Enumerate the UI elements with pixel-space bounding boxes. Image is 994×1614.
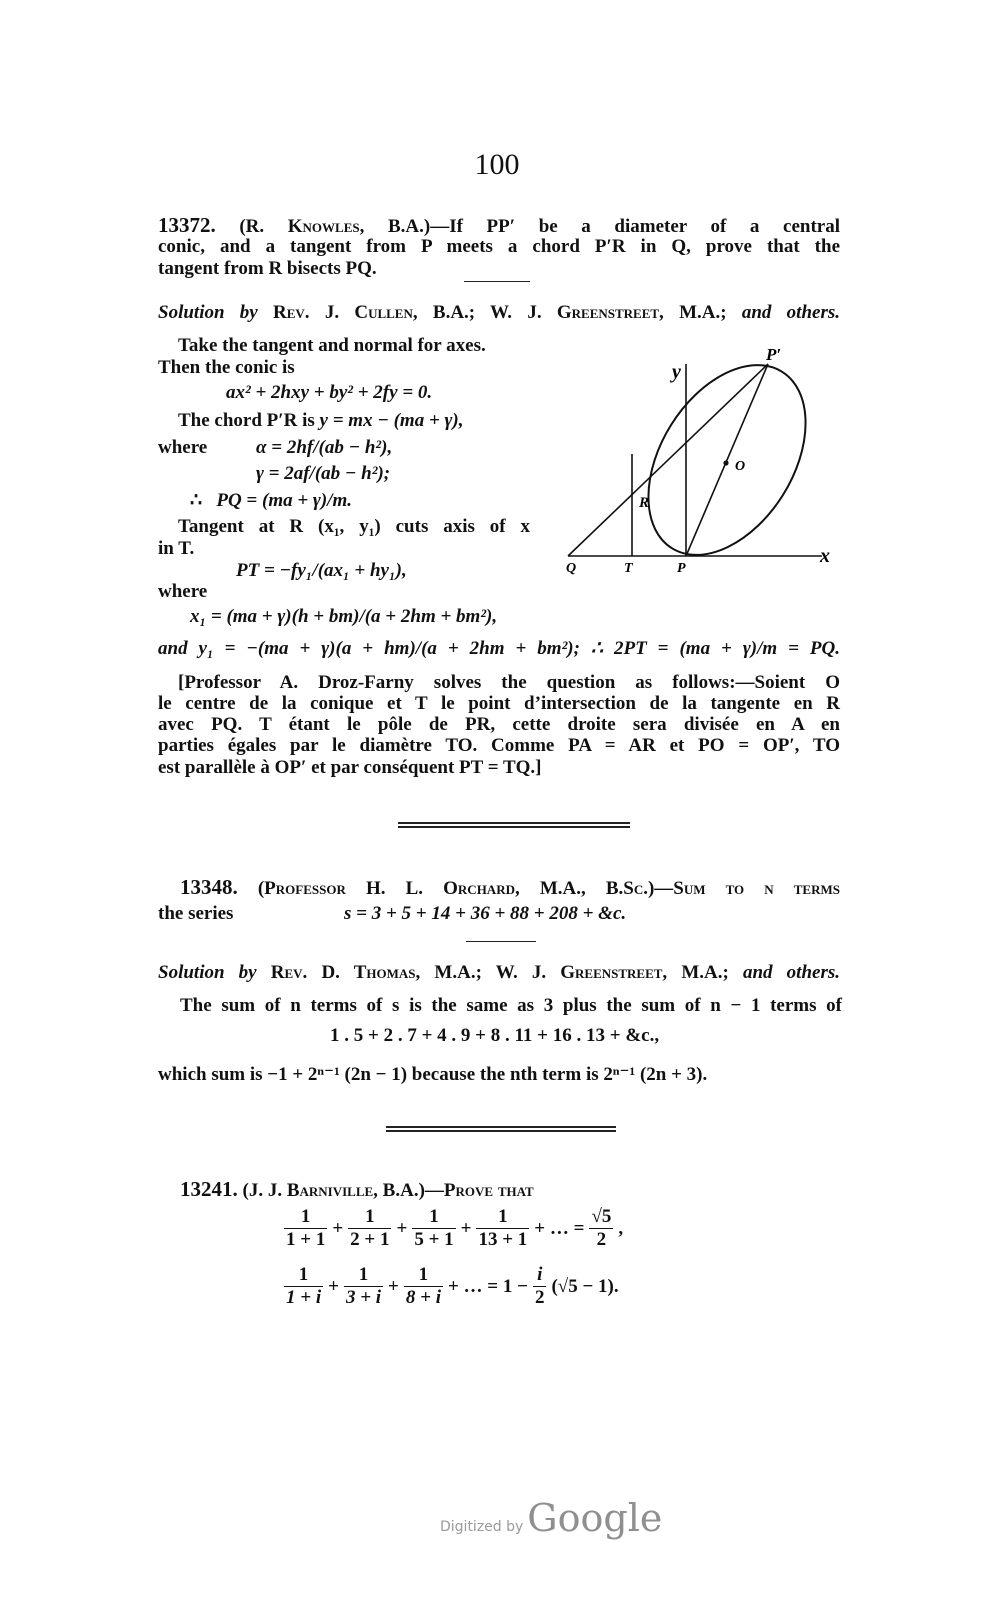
q13348-line2a: the series <box>158 903 234 924</box>
note-line1: [Professor A. Droz-Farny solves the question as follows:—Soient O <box>178 672 840 693</box>
identity-1-end: , <box>618 1217 624 1239</box>
short-rule-2 <box>466 941 536 942</box>
watermark-prefix: Digitized by <box>440 1519 524 1535</box>
where-2: where <box>158 581 208 602</box>
q13372-body1: Take the tangent and normal for axes. <box>178 335 486 356</box>
pq-equation: PQ = (ma + γ)/m. <box>216 490 352 511</box>
q13372-line3: tangent from R bisects PQ. <box>158 258 377 279</box>
solution-suffix: and others. <box>741 302 841 323</box>
solution-names: Rev. J. Cullen, B.A.; W. J. Greenstreet, M.A.; <box>273 302 727 323</box>
identity-2: $\frac{1}{1 + i}$ + $\frac{1}{3 + i}$ + $\frac{1}{8 + i}$ + … = 1 − $\frac{i}{2}$ (√5 − 1). <box>286 1264 619 1308</box>
alpha-equation: α = 2hf/(ab − h²), <box>256 437 393 458</box>
short-rule <box>464 281 530 282</box>
note-line3: avec PQ. T étant le pôle de PR, cette droite sera divisée en A en <box>158 714 840 735</box>
fraction: $\frac{1}{5 + 1}$ <box>414 1206 454 1250</box>
q13241-line1 <box>180 1178 534 1202</box>
fig-label-pprime: P′ <box>766 345 782 364</box>
center-point <box>723 460 728 465</box>
x1-equation: x₁ = (ma + γ)(h + bm)/(a + 2hm + bm²), <box>190 606 498 627</box>
q13241-text1: (J. J. Barniville, B.A.)—Prove that <box>242 1180 534 1201</box>
solution-prefix: Solution by <box>158 302 258 323</box>
fraction: $\frac{1}{1 + i}$ <box>286 1264 322 1308</box>
q13348-text1: (Professor H. L. Orchard, M.A., B.Sc.)—Sum to n terms <box>257 878 840 899</box>
fig-label-t: T <box>624 561 633 576</box>
identity-2-end: (√5 − 1). <box>551 1275 619 1297</box>
fig-label-o: O <box>735 459 746 474</box>
fraction: $\frac{1}{1 + 1}$ <box>286 1206 326 1250</box>
pt-equation: PT = −fy₁/(ax₁ + hy₁), <box>236 560 407 581</box>
q13372-body2: Then the conic is <box>158 357 295 378</box>
watermark <box>440 1496 662 1540</box>
q13348-solution-credit <box>158 962 840 984</box>
q13372-body4: Tangent at R (x₁, y₁) cuts axis of x <box>178 516 530 537</box>
q13348-product-series: 1 . 5 + 2 . 7 + 4 . 9 + 8 . 11 + 16 . 13 + &c., <box>330 1025 660 1046</box>
section-divider-1 <box>398 822 630 828</box>
identity-1: $\frac{1}{1 + 1}$ + $\frac{1}{2 + 1}$ + $\frac{1}{5 + 1}$ + $\frac{1}{13 + 1}$ + … = $\frac{√5}{2}$ , <box>286 1206 624 1250</box>
where-1: where <box>158 437 208 458</box>
q13241-number: 13241. <box>180 1177 238 1201</box>
fraction-rhs: $\frac{i}{2}$ <box>534 1264 545 1308</box>
series-equation: s = 3 + 5 + 14 + 36 + 88 + 208 + &c. <box>344 903 627 924</box>
pq-line <box>190 490 352 512</box>
q13348-body3: which sum is −1 + 2ⁿ⁻¹ (2n − 1) because the nth term is 2ⁿ⁻¹ (2n + 3). <box>158 1064 708 1085</box>
solution-suffix-2: and others. <box>742 962 840 983</box>
fig-label-r: R <box>639 495 650 511</box>
fraction: $\frac{1}{8 + i}$ <box>405 1264 441 1308</box>
q13372-text1: —If PP′ be a diameter of a central <box>430 216 840 237</box>
q13348-number: 13348. <box>180 875 238 899</box>
conic-figure <box>560 336 850 586</box>
q13372-solution-credit <box>158 302 840 324</box>
identity-1-tail: + … = <box>534 1217 585 1239</box>
chord-label: The chord P′R is <box>178 410 315 431</box>
q13348-body1: The sum of n terms of s is the same as 3 plus the sum of n − 1 terms of <box>180 995 842 1016</box>
q13372-body5: in T. <box>158 538 195 559</box>
fig-label-x: x <box>820 545 830 567</box>
q13372-number: 13372. <box>158 213 216 237</box>
q13372-author: (R. Knowles, B.A.) <box>239 216 431 237</box>
y1-equation: and y₁ = −(ma + γ)(a + hm)/(a + 2hm + bm²); ∴ 2PT = (ma + γ)/m = PQ. <box>158 638 840 659</box>
chord-equation: y = mx − (ma + γ), <box>319 410 464 431</box>
therefore-symbol: ∴ <box>190 490 203 511</box>
fraction: $\frac{1}{13 + 1}$ <box>478 1206 528 1250</box>
fraction: $\frac{1}{2 + 1}$ <box>350 1206 390 1250</box>
solution-names-2: Rev. D. Thomas, M.A.; W. J. Greenstreet, M.A.; <box>270 962 729 983</box>
fig-label-y: y <box>672 361 681 383</box>
q13372-line2: conic, and a tangent from P meets a chord P′R in Q, prove that the <box>158 236 840 257</box>
q13372-line1 <box>158 214 840 238</box>
fraction-rhs: $\frac{√5}{2}$ <box>591 1206 612 1250</box>
fig-label-p: P <box>677 561 686 576</box>
note-line5: est parallèle à OP′ et par conséquent PT = TQ.] <box>158 757 542 778</box>
conic-equation: ax² + 2hxy + by² + 2fy = 0. <box>226 382 433 403</box>
identity-2-tail: + … = 1 − <box>447 1275 528 1297</box>
note-line4: parties égales par le diamètre TO. Comme PA = AR et PO = OP′, TO <box>158 735 840 756</box>
google-logo: Google <box>527 1496 663 1540</box>
q13348-line1 <box>180 876 840 900</box>
gamma-equation: γ = 2af/(ab − h²); <box>256 463 391 484</box>
section-divider-2 <box>386 1126 616 1132</box>
page-number: 100 <box>474 148 520 181</box>
solution-prefix-2: Solution by <box>158 962 257 983</box>
fraction: $\frac{1}{3 + i}$ <box>345 1264 382 1308</box>
chord-line <box>178 410 464 432</box>
note-line2: le centre de la conique et T le point d’intersection de la tangente en R <box>158 693 840 714</box>
fig-label-q: Q <box>566 561 577 576</box>
